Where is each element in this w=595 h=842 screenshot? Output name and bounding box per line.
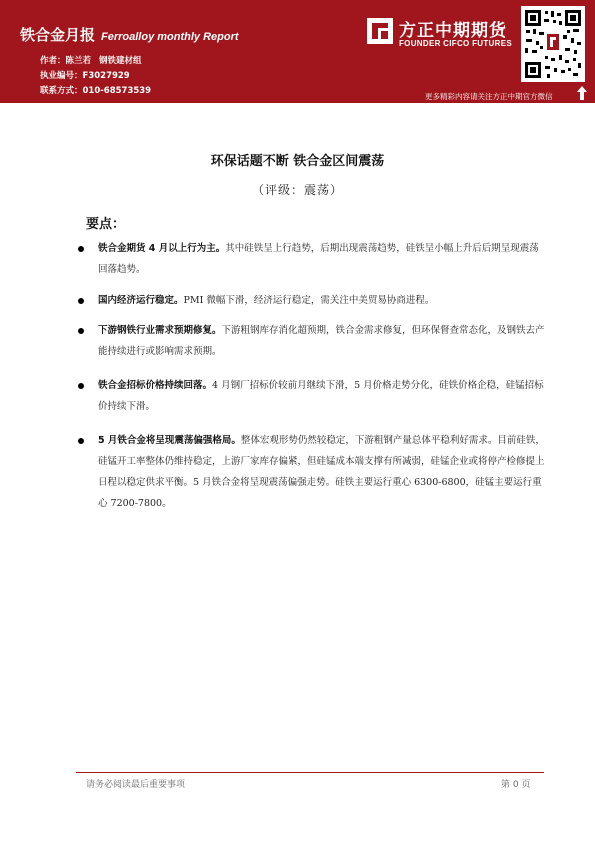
brand-name-en: FOUNDER CIFCO FUTURES — [399, 39, 512, 48]
key-point-body: 下游粗钢库存消化超预期，铁合金需求修复，但环保督查常态化，及钢铁去产能持续进行或影响需求预期。 — [98, 325, 545, 357]
key-point-item — [78, 375, 548, 417]
footer-disclaimer: 请务必阅读最后重要事项 — [86, 780, 186, 790]
key-point-text — [98, 375, 548, 417]
key-point-body: PMI 微幅下滑，经济运行稳定，需关注中美贸易协商进程。 — [183, 295, 435, 306]
contact-label: 联系方式： — [40, 86, 83, 96]
key-point-text — [98, 290, 548, 311]
bullet-icon — [78, 328, 84, 334]
key-point-text — [98, 320, 548, 362]
bullet-icon — [78, 383, 84, 389]
key-point-lead: 铁合金期货 4 月以上行为主。 — [98, 243, 226, 254]
page-title: 环保话题不断 铁合金区间震荡 — [210, 154, 385, 169]
rating-label: （评级：震荡） — [251, 183, 343, 197]
key-point-lead: 国内经济运行稳定。 — [98, 295, 184, 306]
bullet-icon — [78, 438, 84, 444]
key-point-item — [78, 238, 548, 280]
key-point-item — [78, 320, 548, 362]
report-header — [0, 0, 595, 103]
qr-code-icon — [521, 6, 585, 82]
contact-line — [40, 84, 151, 96]
license-number: F3027929 — [82, 71, 130, 81]
key-point-text — [98, 430, 548, 514]
author-label: 作者： — [40, 56, 66, 66]
key-point-text — [98, 238, 548, 280]
author-line — [40, 54, 142, 66]
key-point-item — [78, 290, 548, 311]
team-name: 钢铁建材组 — [99, 56, 142, 66]
key-point-lead: 铁合金招标价格持续回落。 — [98, 380, 213, 391]
license-label: 执业编号： — [40, 71, 83, 81]
key-point-lead: 5 月铁合金将呈现震荡偏强格局。 — [98, 435, 241, 446]
footer-divider — [76, 772, 544, 773]
bullet-icon — [78, 246, 84, 252]
key-points-heading: 要点： — [86, 217, 126, 232]
report-name-cn: 铁合金月报 — [20, 26, 96, 44]
contact-phone: 010-68573539 — [82, 86, 152, 96]
report-name-en: Ferroalloy monthly Report — [101, 31, 239, 43]
founder-logo-icon — [367, 18, 393, 44]
key-point-body: 整体宏观形势仍然较稳定，下游粗钢产量总体平稳利好需求。目前硅铁，硅锰开工率整体仍维持稳定，上游厂家库存偏紧，但硅锰成本端支撑有所减弱，硅锰企业或将停产检修提上日程以稳定供求平衡。5 月铁合金将呈现震荡偏强走势。硅铁主要运行重心 6300-6800，硅锰主要运行重心 7200-7800。 — [98, 435, 545, 509]
author-name: 陈兰若 — [65, 56, 92, 66]
key-point-body: 其中硅铁呈上行趋势，后期出现震荡趋势，硅铁呈小幅上升后后期呈现震荡回落趋势。 — [98, 243, 539, 275]
up-arrow-icon — [577, 86, 587, 100]
bullet-icon — [78, 298, 84, 304]
key-point-body: 4 月钢厂招标价较前月继续下滑，5 月价格走势分化，硅铁价格企稳，硅锰招标价持续下滑。 — [98, 380, 544, 412]
brand-name-cn: 方正中期期货 — [399, 21, 507, 41]
report-title — [20, 24, 239, 45]
follow-wechat-text: 更多精彩内容请关注方正中期官方微信 — [425, 92, 553, 101]
key-point-lead: 下游钢铁行业需求预期修复。 — [98, 325, 222, 336]
license-line — [40, 69, 130, 81]
page-number: 第 0 页 — [501, 780, 531, 790]
key-point-item — [78, 430, 548, 514]
qr-code-graphic — [523, 8, 583, 80]
